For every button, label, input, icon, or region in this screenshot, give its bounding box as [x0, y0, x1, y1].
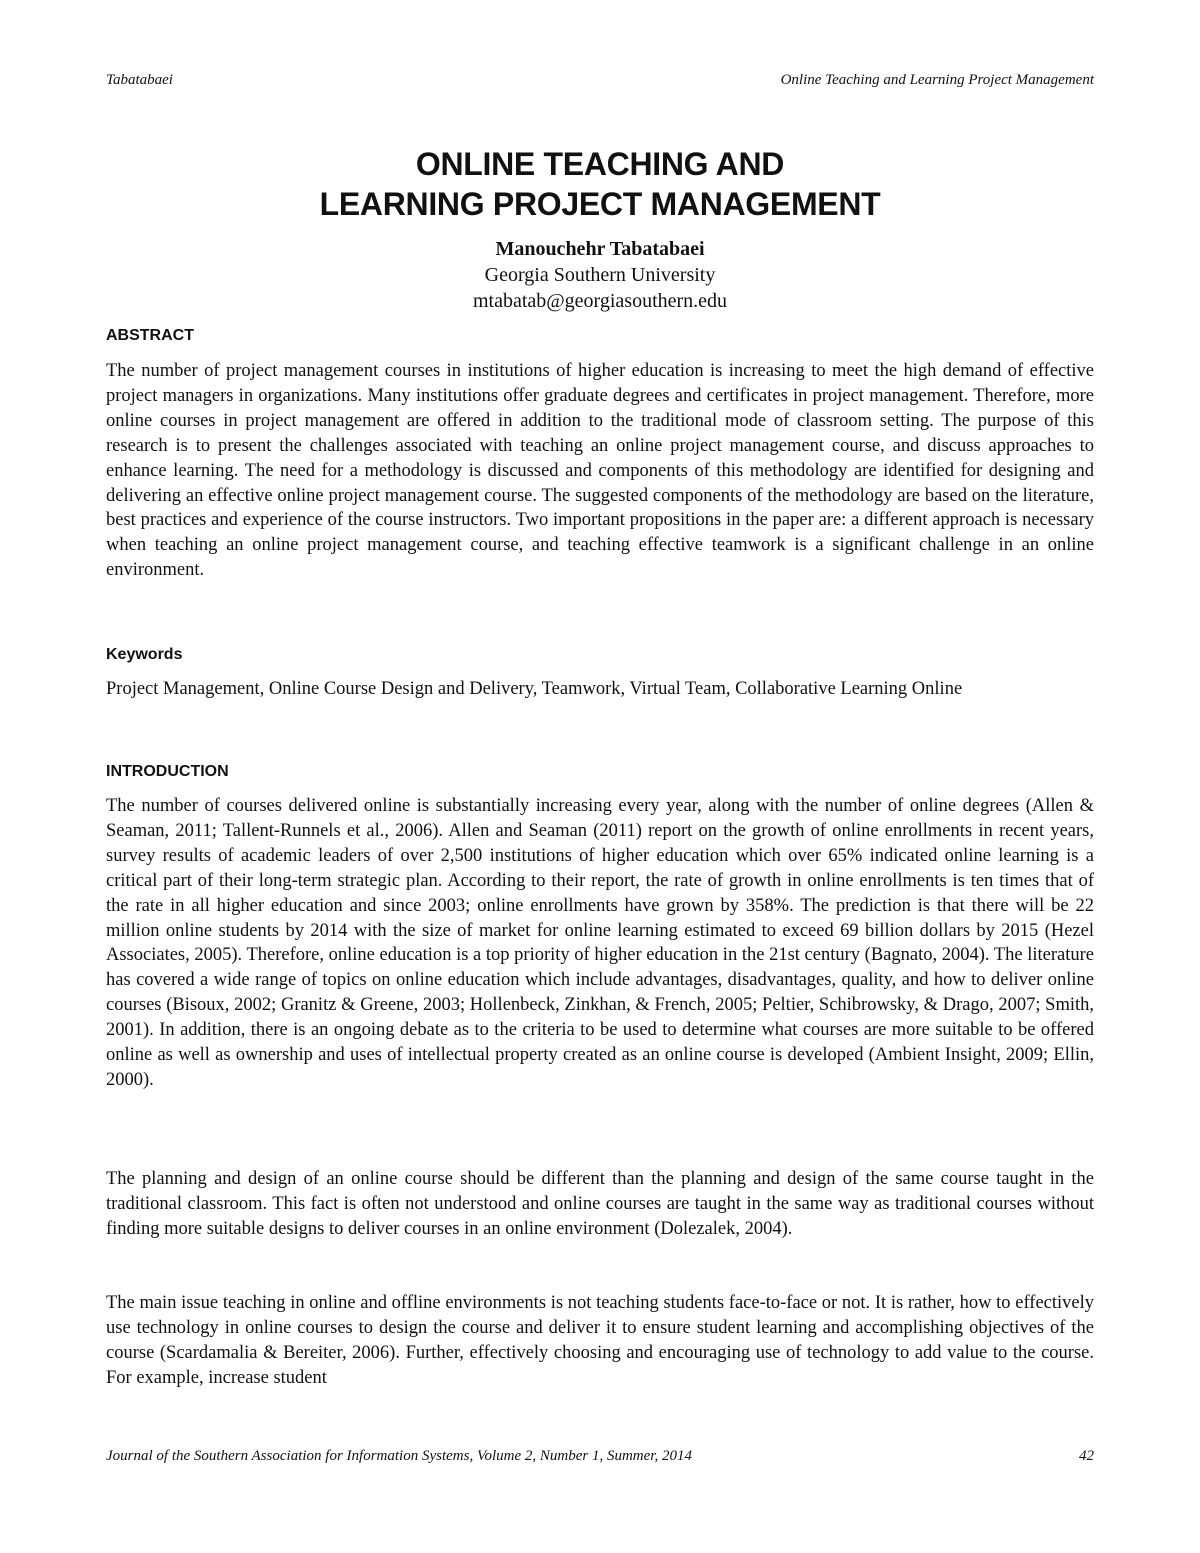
author-name: Manouchehr Tabatabaei	[495, 238, 705, 260]
author-affiliation: Georgia Southern University	[484, 264, 716, 286]
header-short-title: Online Teaching and Learning Project Management	[780, 72, 1094, 88]
abstract-text: The number of project management courses in institutions of higher education is increasing to meet the high demand of effective project managers in organizations. Many institutions offer graduate degrees and certificates in project management. Therefore, more online courses in project management are offered in addition to the traditional mode of classroom setting. The purpose of this research is to present the challenges associated with teaching an online project management course, and discuss approaches to enhance learning. The need for a methodology is discussed and components of this methodology are identified for designing and delivering an effective online project management course. The suggested components of the methodology are based on the literature, best practices and experience of the course instructors. Two important propositions in the paper are: a different approach is necessary when teaching an online project management course, and teaching effective teamwork is a significant challenge in an online environment.	[106, 361, 1094, 581]
paper-title	[106, 144, 1094, 224]
keywords-text: Project Management, Online Course Design and Delivery, Teamwork, Virtual Team, Collaborative Learning Online	[106, 679, 963, 699]
running-header	[106, 72, 1094, 89]
page-footer	[106, 1448, 1094, 1465]
title-line-1: ONLINE TEACHING AND	[415, 146, 785, 182]
footer-journal: Journal of the Southern Association for Information Systems, Volume 2, Number 1, Summer, 2014	[106, 1448, 692, 1464]
abstract-heading: ABSTRACT	[106, 327, 194, 344]
header-author: Tabatabaei	[106, 72, 173, 88]
footer-page-number: 42	[1079, 1448, 1094, 1464]
keywords-heading: Keywords	[106, 646, 183, 663]
author-email: mtabatab@georgiasouthern.edu	[472, 290, 728, 312]
intro-paragraph-3: The main issue teaching in online and offline environments is not teaching students face-to-face or not. It is rather, how to effectively use technology in online courses to design the course and deliver it to ensure student learning and accomplishing objectives of the course (Scardamalia & Bereiter, 2006). Further, effectively choosing and encouraging use of technology to add value to the course. For example, increase student	[106, 1293, 1094, 1388]
introduction-heading: INTRODUCTION	[106, 763, 229, 780]
title-line-2: LEARNING PROJECT MANAGEMENT	[319, 186, 881, 222]
author-block	[106, 236, 1094, 314]
intro-paragraph-1: The number of courses delivered online is substantially increasing every year, along with the number of online degrees (Allen & Seaman, 2011; Tallent-Runnels et al., 2006). Allen and Seaman (2011) report on the growth of online enrollments in recent years, survey results of academic leaders of over 2,500 institutions of higher education which over 65% indicated online learning is a critical part of their long-term strategic plan. According to their report, the rate of growth in online enrollments is ten times that of the rate in all higher education and since 2003; online enrollments have grown by 358%. The prediction is that there will be 22 million online students by 2014 with the size of market for online learning estimated to exceed 69 billion dollars by 2015 (Hezel Associates, 2005). Therefore, online education is a top priority of higher education in the 21st century (Bagnato, 2004). The literature has covered a wide range of topics on online education which include advantages, disadvantages, quality, and how to deliver online courses (Bisoux, 2002; Granitz & Greene, 2003; Hollenbeck, Zinkhan, & French, 2005; Peltier, Schibrowsky, & Drago, 2007; Smith, 2001). In addition, there is an ongoing debate as to the criteria to be used to determine what courses are more suitable to be offered online as well as ownership and uses of intellectual property created as an online course is developed (Ambient Insight, 2009; Ellin, 2000).	[106, 796, 1094, 1090]
intro-paragraph-2: The planning and design of an online course should be different than the planning and design of the same course taught in the traditional classroom. This fact is often not understood and online courses are taught in the same way as traditional courses without finding more suitable designs to deliver courses in an online environment (Dolezalek, 2004).	[106, 1169, 1094, 1239]
